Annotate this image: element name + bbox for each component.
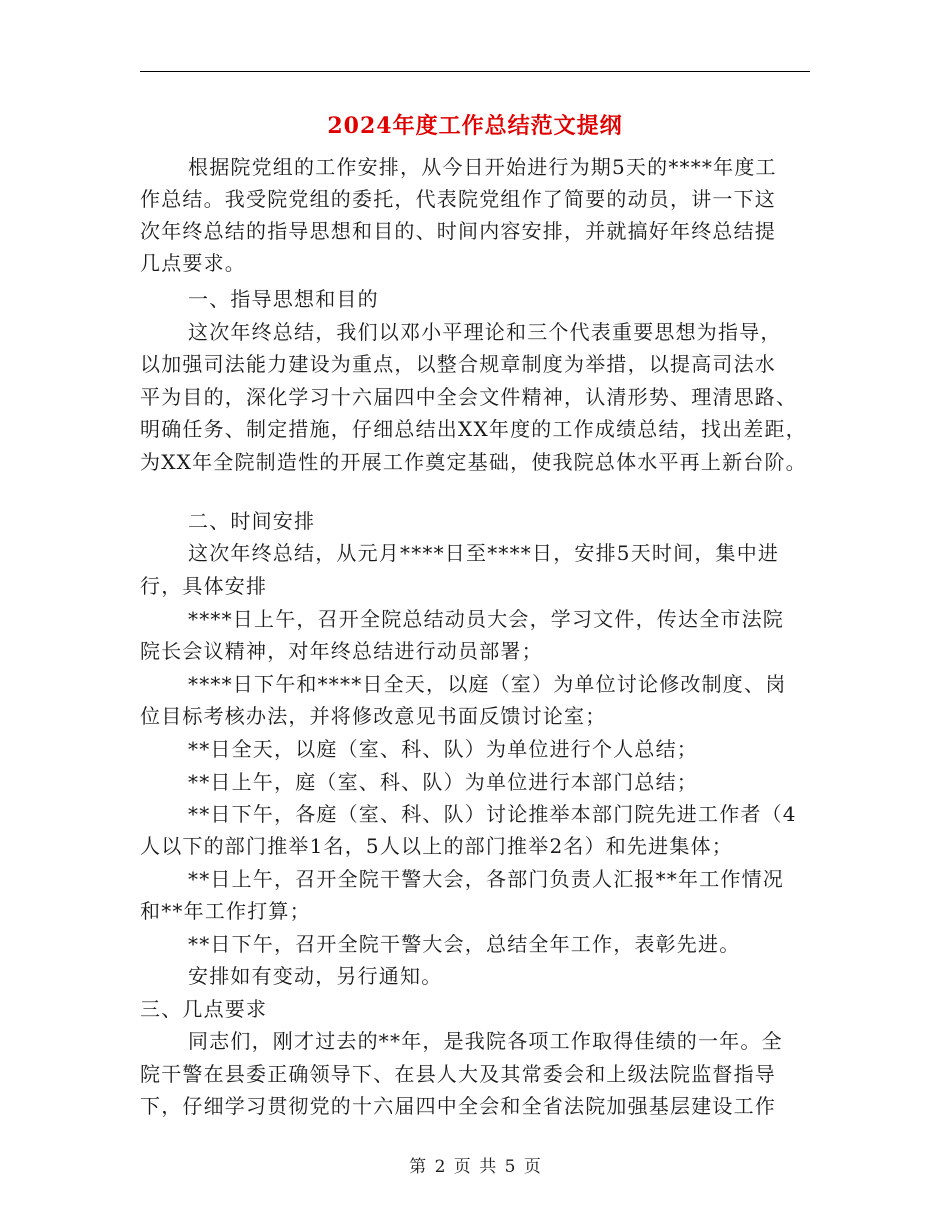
document-title: 2024年度工作总结范文提纲: [327, 113, 623, 139]
paragraph-line: 这次年终总结，从元月****日至****日，安排5天时间，集中进: [188, 541, 780, 565]
paragraph-line: 明确任务、制定措施，仔细总结出XX年度的工作成绩总结，找出差距，: [140, 417, 807, 441]
paragraph-line: ****日上午，召开全院总结动员大会，学习文件，传达全市法院: [188, 607, 784, 631]
paragraph-line: ****日下午和****日全天，以庭（室）为单位讨论修改制度、岗: [188, 672, 787, 696]
paragraph-line: **日全天，以庭（室、科、队）为单位进行个人总结；: [188, 737, 698, 761]
paragraph-line: 同志们，刚才过去的**年，是我院各项工作取得佳绩的一年。全: [188, 1029, 783, 1053]
paragraph-line: 人以下的部门推举1名，5人以上的部门推举2名）和先进集体；: [140, 834, 733, 858]
paragraph-line: 院干警在县委正确领导下、在县人大及其常委会和上级法院监督指导: [140, 1062, 776, 1086]
paragraph-line: 下，仔细学习贯彻党的十六届四中全会和全省法院加强基层建设工作: [140, 1094, 776, 1118]
paragraph-line: 行，具体安排: [140, 574, 268, 598]
header-rule: [140, 71, 810, 72]
paragraph-line: 次年终总结的指导思想和目的、时间内容安排，并就搞好年终总结提: [140, 219, 776, 243]
paragraph-line: 以加强司法能力建设为重点，以整合规章制度为举措，以提高司法水: [140, 352, 776, 376]
page-number: 第 2 页 共 5 页: [409, 1157, 541, 1177]
paragraph-line: 几点要求。: [140, 251, 246, 275]
paragraph-line: 这次年终总结，我们以邓小平理论和三个代表重要思想为指导，: [188, 320, 782, 344]
paragraph-line: **日下午，各庭（室、科、队）讨论推举本部门院先进工作者（4: [188, 802, 797, 826]
paragraph-line: 根据院党组的工作安排，从今日开始进行为期5天的****年度工: [188, 155, 777, 179]
paragraph-line: 院长会议精神，对年终总结进行动员部署；: [140, 639, 543, 663]
paragraph-line: **日上午，庭（室、科、队）为单位进行本部门总结；: [188, 770, 698, 794]
paragraph-line: 为XX年全院制造性的开展工作奠定基础，使我院总体水平再上新台阶。: [140, 450, 807, 474]
paragraph-line: 和**年工作打算；: [140, 899, 311, 923]
paragraph-line: **日上午，召开全院干警大会，各部门负责人汇报**年工作情况: [188, 867, 784, 891]
paragraph-line: 位目标考核办法，并将修改意见书面反馈讨论室；: [140, 704, 607, 728]
paragraph-line: 安排如有变动，另行通知。: [188, 964, 443, 988]
paragraph-line: 平为目的，深化学习十六届四中全会文件精神，认清形势、理清思路、: [140, 385, 798, 409]
paragraph-line: **日下午，召开全院干警大会，总结全年工作，表彰先进。: [188, 932, 741, 956]
section-heading: 三、几点要求: [140, 997, 268, 1021]
section-heading: 二、时间安排: [188, 509, 316, 533]
paragraph-line: 作总结。我受院党组的委托，代表院党组作了简要的动员，讲一下这: [140, 187, 776, 211]
section-heading: 一、指导思想和目的: [188, 287, 379, 311]
